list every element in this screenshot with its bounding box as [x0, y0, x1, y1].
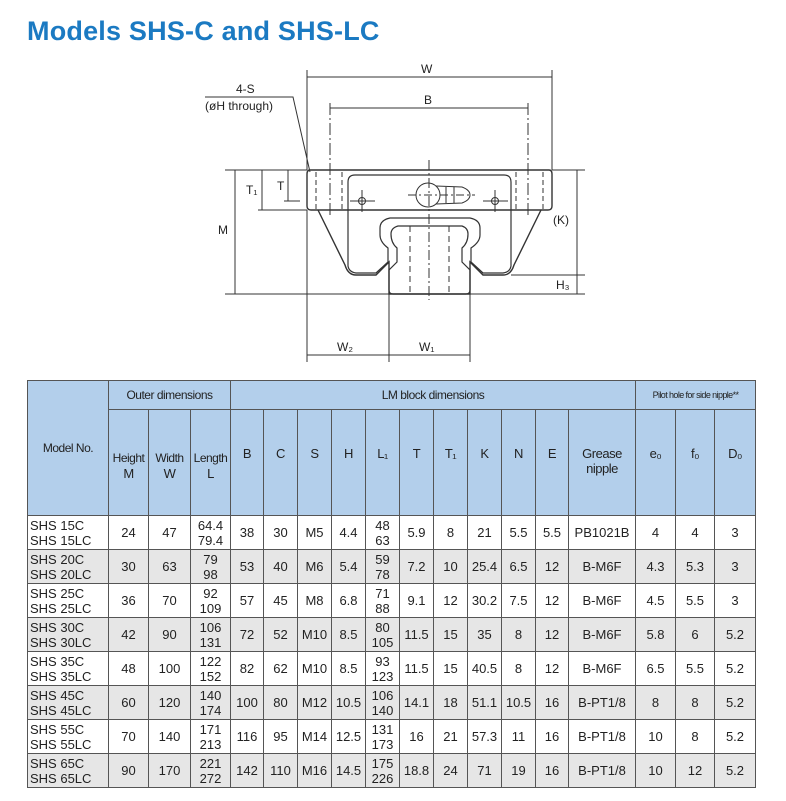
cell-s: M10	[298, 652, 332, 686]
cell-w: 70	[149, 584, 191, 618]
cell-l	[191, 584, 231, 618]
model-name: SHS 65C	[30, 755, 85, 771]
cell-value: 78	[375, 566, 390, 582]
cell-e0: 10	[636, 754, 676, 788]
model-cell	[28, 550, 109, 584]
cell-h: 12.5	[332, 720, 366, 754]
cell-s: M6	[298, 550, 332, 584]
outer-col-header	[191, 410, 231, 516]
cell-value: 175	[371, 755, 394, 771]
model-cell	[28, 720, 109, 754]
pilot-col-header	[676, 410, 715, 516]
cell-k: 35	[468, 618, 502, 652]
cell-l	[191, 516, 231, 550]
cell-n: 6.5	[502, 550, 536, 584]
dim-W-label: W	[421, 62, 433, 76]
cell-value: 173	[371, 736, 394, 752]
model-name: SHS 45LC	[30, 702, 92, 718]
cell-c: 40	[264, 550, 298, 584]
cell-c: 62	[264, 652, 298, 686]
cell-m: 48	[109, 652, 149, 686]
cell-value: 79.4	[197, 532, 224, 548]
cell-t: 5.9	[400, 516, 434, 550]
cell-c: 52	[264, 618, 298, 652]
cell-n: 8	[502, 618, 536, 652]
cell-l	[191, 686, 231, 720]
cell-h: 8.5	[332, 618, 366, 652]
model-name: SHS 55C	[30, 721, 85, 737]
table-row	[28, 516, 756, 550]
cell-e: 12	[536, 618, 569, 652]
cell-t: 11.5	[400, 618, 434, 652]
lm-col-header	[366, 410, 400, 516]
cell-grease: B-M6F	[569, 550, 636, 584]
cell-l1	[366, 686, 400, 720]
cell-value: 59	[375, 551, 390, 567]
cell-l1	[366, 652, 400, 686]
cell-w: 140	[149, 720, 191, 754]
table-row	[28, 550, 756, 584]
dim-W1-label: W₁	[419, 340, 435, 354]
cell-t: 14.1	[400, 686, 434, 720]
cell-n: 19	[502, 754, 536, 788]
model-name: SHS 45C	[30, 687, 85, 703]
cell-value: 221	[199, 755, 222, 771]
cell-w: 100	[149, 652, 191, 686]
cell-h: 10.5	[332, 686, 366, 720]
cell-l	[191, 754, 231, 788]
cell-h: 4.4	[332, 516, 366, 550]
cell-s: M16	[298, 754, 332, 788]
cell-value: 63	[375, 532, 390, 548]
model-cell	[28, 618, 109, 652]
cell-value: 213	[199, 736, 222, 752]
cell-n: 5.5	[502, 516, 536, 550]
pilot-col-header	[636, 410, 676, 516]
model-name: SHS 55LC	[30, 736, 92, 752]
cell-grease: PB1021B	[569, 516, 636, 550]
cell-t: 7.2	[400, 550, 434, 584]
cell-value: 80	[375, 619, 390, 635]
cell-value: 71	[375, 585, 390, 601]
cell-d0: 5.2	[715, 754, 756, 788]
model-name: SHS 65LC	[30, 770, 92, 786]
lm-col-header	[231, 410, 264, 516]
cell-l	[191, 618, 231, 652]
model-header: Model No.	[28, 381, 109, 516]
cell-value: 272	[199, 770, 222, 786]
model-name: SHS 15C	[30, 517, 85, 533]
table-row	[28, 652, 756, 686]
lm-col-header	[434, 410, 468, 516]
cell-w: 63	[149, 550, 191, 584]
lm-col-symbol: H	[344, 446, 353, 461]
cell-e: 16	[536, 754, 569, 788]
cell-b: 57	[231, 584, 264, 618]
outer-dimensions-header: Outer dimensions	[109, 381, 231, 410]
cell-n: 7.5	[502, 584, 536, 618]
model-cell	[28, 686, 109, 720]
cell-c: 45	[264, 584, 298, 618]
outer-col-symbol: L	[207, 465, 214, 481]
model-name: SHS 35C	[30, 653, 85, 669]
model-cell	[28, 754, 109, 788]
table-row	[28, 754, 756, 788]
cell-e: 5.5	[536, 516, 569, 550]
cell-h: 5.4	[332, 550, 366, 584]
cell-value: 171	[199, 721, 222, 737]
cell-value: 131	[199, 634, 222, 650]
lm-col-symbol: N	[514, 446, 523, 461]
pilot-hole-header: Pilot hole for side nipple**	[636, 381, 756, 410]
cell-k: 51.1	[468, 686, 502, 720]
cell-t1: 10	[434, 550, 468, 584]
cell-d0: 5.2	[715, 686, 756, 720]
cell-grease: B-PT1/8	[569, 754, 636, 788]
cell-value: 88	[375, 600, 390, 616]
model-name: SHS 15LC	[30, 532, 92, 548]
cell-t1: 24	[434, 754, 468, 788]
cell-b: 116	[231, 720, 264, 754]
model-name: SHS 20LC	[30, 566, 92, 582]
lm-col-header	[536, 410, 569, 516]
lm-col-symbol: S	[310, 446, 319, 461]
cell-t1: 15	[434, 618, 468, 652]
table-row	[28, 720, 756, 754]
cell-w: 120	[149, 686, 191, 720]
cell-b: 53	[231, 550, 264, 584]
cell-value: 79	[203, 551, 218, 567]
lm-block-dimensions-header: LM block dimensions	[231, 381, 636, 410]
cell-d0: 3	[715, 550, 756, 584]
dim-T-label: T	[277, 179, 285, 193]
cell-b: 82	[231, 652, 264, 686]
cell-f0: 6	[676, 618, 715, 652]
lm-col-symbol: C	[276, 446, 285, 461]
cell-t1: 21	[434, 720, 468, 754]
cell-e0: 5.8	[636, 618, 676, 652]
cell-d0: 5.2	[715, 652, 756, 686]
dim-H3-label: H₃	[556, 278, 570, 292]
cell-d0: 3	[715, 516, 756, 550]
cell-value: 140	[371, 702, 394, 718]
table-row	[28, 618, 756, 652]
lm-col-header	[502, 410, 536, 516]
cell-b: 72	[231, 618, 264, 652]
outer-col-symbol: W	[163, 465, 176, 481]
dim-T1-label: T₁	[246, 183, 258, 197]
model-name: SHS 35LC	[30, 668, 92, 684]
cell-f0: 8	[676, 720, 715, 754]
cell-d0: 3	[715, 584, 756, 618]
cell-w: 47	[149, 516, 191, 550]
cell-e0: 8	[636, 686, 676, 720]
cell-value: 226	[371, 770, 394, 786]
cell-value: 98	[203, 566, 218, 582]
outer-col-name: Length	[193, 450, 228, 465]
cell-f0: 5.5	[676, 652, 715, 686]
cell-e: 16	[536, 686, 569, 720]
cell-grease: B-M6F	[569, 584, 636, 618]
lm-col-header	[468, 410, 502, 516]
cell-b: 142	[231, 754, 264, 788]
cell-s: M14	[298, 720, 332, 754]
model-name: SHS 30C	[30, 619, 85, 635]
cell-f0: 4	[676, 516, 715, 550]
cell-n: 10.5	[502, 686, 536, 720]
cell-f0: 8	[676, 686, 715, 720]
cell-value: 48	[375, 517, 390, 533]
dim-W2-label: W₂	[337, 340, 353, 354]
cell-m: 90	[109, 754, 149, 788]
model-name: SHS 20C	[30, 551, 85, 567]
cell-h: 6.8	[332, 584, 366, 618]
outer-col-name: Width	[155, 450, 184, 465]
pilot-col-symbol: e₀	[649, 446, 662, 461]
model-name: SHS 30LC	[30, 634, 92, 650]
cell-t1: 8	[434, 516, 468, 550]
cell-f0: 5.3	[676, 550, 715, 584]
outer-col-name: Height	[112, 450, 145, 465]
cell-s: M12	[298, 686, 332, 720]
model-cell	[28, 584, 109, 618]
cell-grease: B-M6F	[569, 618, 636, 652]
cell-l1	[366, 720, 400, 754]
cell-l1	[366, 754, 400, 788]
cell-e0: 4.5	[636, 584, 676, 618]
lm-col-symbol: B	[242, 446, 252, 461]
cell-value: 122	[199, 653, 222, 669]
lm-col-header	[298, 410, 332, 516]
cell-m: 42	[109, 618, 149, 652]
cell-l1	[366, 618, 400, 652]
outer-col-header	[149, 410, 191, 516]
cell-e: 12	[536, 584, 569, 618]
cell-e: 16	[536, 720, 569, 754]
cell-grease: B-PT1/8	[569, 720, 636, 754]
cell-h: 8.5	[332, 652, 366, 686]
cell-value: 106	[371, 687, 394, 703]
specs-table	[27, 380, 756, 788]
cell-l	[191, 720, 231, 754]
cell-c: 110	[264, 754, 298, 788]
cell-c: 95	[264, 720, 298, 754]
cell-n: 8	[502, 652, 536, 686]
cell-k: 57.3	[468, 720, 502, 754]
cell-value: 123	[371, 668, 394, 684]
lm-col-header	[264, 410, 298, 516]
cell-value: 92	[203, 585, 218, 601]
cell-value: 106	[199, 619, 222, 635]
cell-l1	[366, 516, 400, 550]
table-row	[28, 686, 756, 720]
lm-col-symbol: T	[412, 446, 421, 461]
cell-value: 109	[199, 600, 222, 616]
hole-note-label: (øH through)	[205, 99, 274, 113]
cell-b: 100	[231, 686, 264, 720]
cell-h: 14.5	[332, 754, 366, 788]
cell-grease: B-PT1/8	[569, 686, 636, 720]
cell-n: 11	[502, 720, 536, 754]
cell-value: 93	[375, 653, 390, 669]
cell-grease: B-M6F	[569, 652, 636, 686]
cell-value: 140	[199, 687, 222, 703]
cell-c: 80	[264, 686, 298, 720]
lm-block-cross-section-drawing	[0, 0, 786, 370]
lm-col-header	[400, 410, 434, 516]
dim-K-label: (K)	[553, 213, 569, 227]
cell-m: 60	[109, 686, 149, 720]
page-title: Models SHS-C and SHS-LC	[27, 16, 380, 46]
cell-l1	[366, 584, 400, 618]
cell-t: 16	[400, 720, 434, 754]
cell-value: 152	[199, 668, 222, 684]
cell-value: 174	[199, 702, 222, 718]
cell-s: M10	[298, 618, 332, 652]
pilot-col-symbol: f₀	[690, 446, 699, 461]
cell-value: 105	[371, 634, 394, 650]
cell-b: 38	[231, 516, 264, 550]
lm-col-symbol: K	[480, 446, 489, 461]
cell-l	[191, 652, 231, 686]
cell-value: 64.4	[197, 517, 224, 533]
lm-col-symbol: T₁	[444, 446, 457, 461]
cell-w: 90	[149, 618, 191, 652]
cell-k: 30.2	[468, 584, 502, 618]
cell-e0: 10	[636, 720, 676, 754]
cell-t: 18.8	[400, 754, 434, 788]
cell-m: 24	[109, 516, 149, 550]
model-cell	[28, 652, 109, 686]
pilot-col-header	[715, 410, 756, 516]
grease-nipple-label: Grease nipple	[582, 446, 622, 476]
cell-d0: 5.2	[715, 618, 756, 652]
outer-col-symbol: M	[123, 465, 134, 481]
cell-t1: 15	[434, 652, 468, 686]
cell-l1	[366, 550, 400, 584]
pilot-col-symbol: D₀	[728, 446, 742, 461]
cell-e: 12	[536, 652, 569, 686]
cell-k: 25.4	[468, 550, 502, 584]
cell-e0: 6.5	[636, 652, 676, 686]
cell-m: 70	[109, 720, 149, 754]
cell-e: 12	[536, 550, 569, 584]
cell-f0: 12	[676, 754, 715, 788]
dim-M-label: M	[218, 223, 228, 237]
cell-e0: 4.3	[636, 550, 676, 584]
cell-t: 11.5	[400, 652, 434, 686]
dim-B-label: B	[424, 93, 433, 107]
cell-l	[191, 550, 231, 584]
cell-s: M8	[298, 584, 332, 618]
lm-col-symbol: E	[547, 446, 557, 461]
cell-c: 30	[264, 516, 298, 550]
cell-e0: 4	[636, 516, 676, 550]
cell-d0: 5.2	[715, 720, 756, 754]
outer-col-header	[109, 410, 149, 516]
cell-t1: 18	[434, 686, 468, 720]
cell-m: 30	[109, 550, 149, 584]
cell-k: 71	[468, 754, 502, 788]
cell-t1: 12	[434, 584, 468, 618]
lm-col-symbol: L₁	[377, 446, 388, 461]
cell-f0: 5.5	[676, 584, 715, 618]
cell-k: 40.5	[468, 652, 502, 686]
cell-m: 36	[109, 584, 149, 618]
hole-label: 4-S	[236, 82, 255, 96]
model-name: SHS 25C	[30, 585, 85, 601]
cell-k: 21	[468, 516, 502, 550]
table-row	[28, 584, 756, 618]
cell-t: 9.1	[400, 584, 434, 618]
model-cell	[28, 516, 109, 550]
grease-nipple-header	[569, 410, 636, 516]
lm-col-header	[332, 410, 366, 516]
model-name: SHS 25LC	[30, 600, 92, 616]
cell-s: M5	[298, 516, 332, 550]
cell-w: 170	[149, 754, 191, 788]
cell-value: 131	[371, 721, 394, 737]
